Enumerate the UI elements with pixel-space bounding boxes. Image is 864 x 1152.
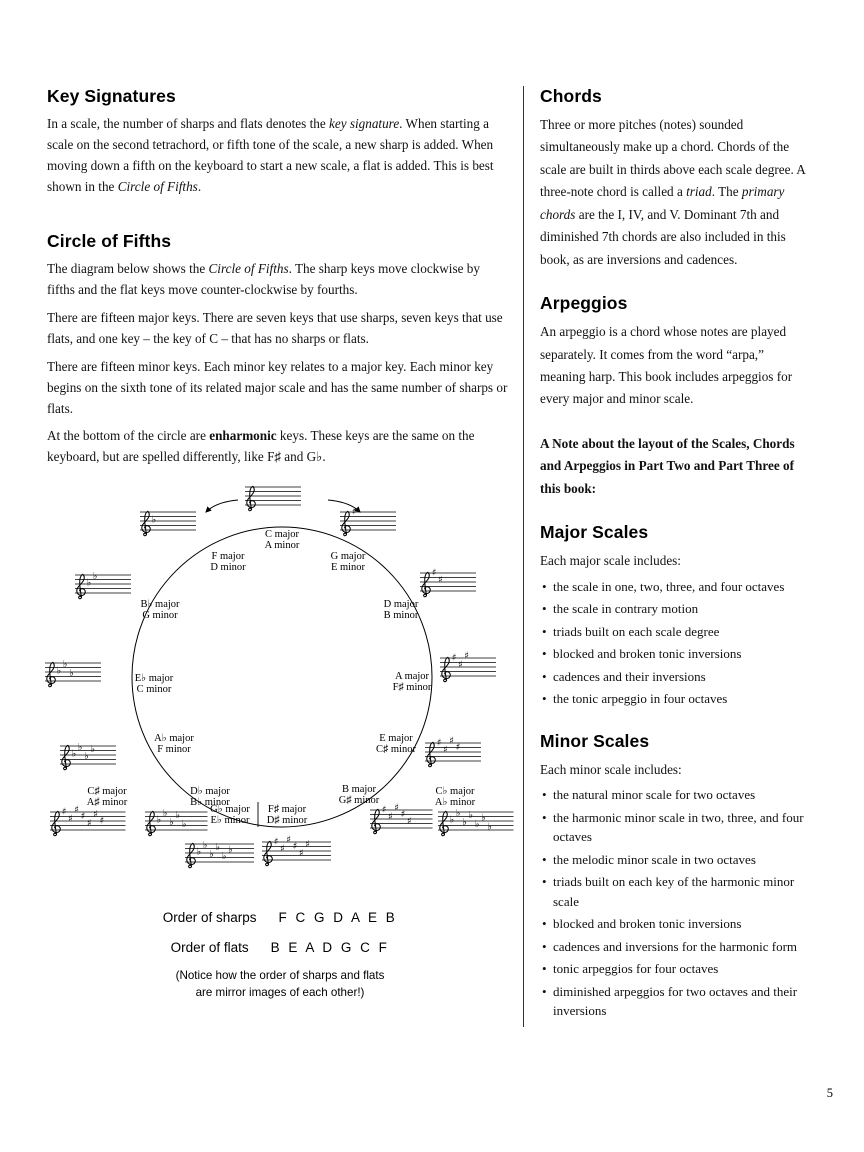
key-label-major: E♭ major (134, 673, 174, 685)
mirror-note-line1: (Notice how the order of sharps and flats (175, 969, 385, 983)
key-label-minor: A minor (264, 540, 300, 552)
section-major-scales (540, 522, 811, 708)
bullet-item: • blocked and broken tonic inversions (540, 914, 811, 934)
circle-outline (132, 527, 432, 827)
key-label-minor: A♭ minor (434, 797, 476, 809)
sharp-icon: ♯ (67, 813, 73, 825)
sharp-icon: ♯ (394, 802, 399, 814)
layout-note: A Note about the layout of the Scales, Chords and Arpeggios in Part Two and Part Three of this book: (540, 435, 795, 496)
treble-clef-icon (62, 745, 71, 769)
key-node-4 (376, 733, 481, 767)
sharp-icon: ♯ (99, 815, 105, 827)
flat-icon: ♭ (93, 570, 98, 582)
key-label-minor: E minor (330, 562, 366, 574)
mirror-note-line2: are mirror images of each other!) (195, 985, 365, 999)
circle-of-fifths-diagram (40, 475, 520, 1002)
flat-icon: ♭ (90, 744, 96, 756)
key-node-0 (245, 486, 301, 551)
mirror-note (40, 968, 520, 1002)
major-scales-intro: Each major scale includes: (540, 553, 681, 569)
key-label-major: E major (379, 733, 413, 745)
sharp-icon: ♯ (351, 506, 357, 518)
bullet-item: • the natural minor scale for two octaves (540, 785, 811, 805)
key-label-minor: D♯ minor (266, 815, 308, 827)
sharp-icon: ♯ (400, 809, 406, 821)
flat-icon: ♭ (228, 844, 233, 856)
left-column (47, 86, 510, 1027)
key-label-major: G♭ major (210, 804, 250, 816)
sharp-icon: ♯ (455, 742, 461, 754)
flat-icon: ♭ (215, 842, 221, 854)
key-label-minor: D minor (210, 562, 246, 574)
key-node-6 (262, 804, 331, 866)
key-node-2 (384, 568, 476, 622)
flat-icon: ♭ (181, 819, 187, 831)
two-column-layout (47, 86, 820, 1027)
sharp-icon: ♯ (61, 806, 67, 818)
sharp-icon: ♯ (381, 804, 387, 816)
flat-icon: ♭ (151, 514, 157, 526)
key-node-9 (75, 571, 180, 621)
bullet-item: • cadences and inversions for the harmonic form (540, 937, 811, 957)
bullet-item: • triads built on each key of the harmonic minor scale (540, 872, 811, 911)
treble-clef-icon (147, 811, 156, 835)
chords-title: Chords (540, 86, 602, 106)
key-label-major: A♭ major (154, 733, 194, 745)
treble-clef-icon (264, 841, 273, 865)
key-label-major: B♭ major (140, 599, 180, 611)
key-node-1 (331, 507, 396, 574)
order-of-sharps-row (40, 910, 520, 925)
order-of-flats-row (40, 940, 520, 955)
treble-clef-icon (142, 511, 151, 535)
key-node-7 (50, 786, 128, 836)
paragraph: There are fifteen major keys. There are seven keys that use sharps, seven keys that use flats, and one key – the key of C – that has no sharps or flats. (47, 310, 503, 347)
treble-clef-icon (427, 742, 436, 766)
flat-icon: ♭ (449, 814, 455, 826)
minor-scales-title: Minor Scales (540, 730, 650, 751)
treble-clef-icon (442, 657, 451, 681)
arrow-counterclockwise-icon (206, 500, 238, 512)
sharp-icon: ♯ (80, 811, 86, 823)
bullet-item: • diminished arpeggios for two octaves and their inversions (540, 982, 811, 1021)
bullet-item: • the scale in one, two, three, and four octaves (540, 577, 811, 597)
flat-icon: ♭ (169, 816, 174, 828)
bullet-item: • the melodic minor scale in two octaves (540, 850, 811, 870)
key-label-major: C♭ major (435, 786, 475, 798)
sharp-icon: ♯ (74, 804, 79, 816)
order-of-sharps-letters: F C G D A E B (278, 910, 398, 926)
key-label-minor: F minor (157, 744, 191, 756)
key-label-major: A major (394, 671, 430, 683)
key-label-minor: C♯ minor (376, 744, 416, 756)
flat-icon: ♭ (221, 851, 227, 863)
treble-clef-icon (77, 574, 86, 598)
sharp-icon: ♯ (273, 836, 279, 848)
sharp-icon: ♯ (406, 815, 412, 827)
flat-icon: ♭ (175, 810, 181, 822)
key-label-minor: G♯ minor (338, 795, 380, 807)
sharp-icon: ♯ (305, 838, 310, 850)
key-node-11 (60, 732, 194, 770)
key-label-major: D♭ major (190, 786, 230, 798)
sharp-icon: ♯ (436, 737, 442, 749)
bullet-item: • cadences and their inversions (540, 667, 811, 687)
key-node-3 (393, 650, 496, 693)
sharp-icon: ♯ (292, 841, 298, 853)
flat-icon: ♭ (156, 814, 162, 826)
bullet-item: • triads built on each scale degree (540, 622, 811, 642)
keys-layer (45, 486, 514, 867)
sharp-icon: ♯ (93, 808, 98, 820)
bullet-item: • the harmonic minor scale in two, three, and four octaves (540, 808, 811, 847)
sharp-icon: ♯ (464, 650, 469, 662)
sharp-icon: ♯ (451, 652, 457, 664)
key-label-major: F major (211, 551, 245, 563)
flat-icon: ♭ (196, 846, 202, 858)
key-node-14 (435, 785, 514, 836)
circle-of-fifths-svg (40, 475, 520, 895)
sharp-icon: ♯ (298, 847, 304, 859)
flat-icon: ♭ (468, 810, 474, 822)
bullet-item: • tonic arpeggios for four octaves (540, 959, 811, 979)
section-arpeggios (540, 293, 811, 411)
flat-icon: ♭ (456, 807, 461, 819)
sharp-icon: ♯ (86, 817, 92, 829)
flat-icon: ♭ (462, 816, 467, 828)
treble-clef-icon (422, 572, 431, 596)
flat-icon: ♭ (84, 750, 89, 762)
paragraph: At the bottom of the circle are enharmonic keys. These keys are the same on the keyboard, but are spelled differently, like F♯ and G♭. (47, 428, 475, 465)
treble-clef-icon (372, 809, 381, 833)
order-of-flats-label: Order of flats (170, 940, 249, 956)
sharp-icon: ♯ (279, 843, 285, 855)
paragraph: The diagram below shows the Circle of Fifths. The sharp keys move clockwise by fifths and the flat keys move counter-clockwise by fourths. (47, 261, 480, 298)
paragraph: There are fifteen minor keys. Each minor key relates to a major key. Each minor key begins on the sixth tone of its related major scale and has the same number of sharps or flats. (47, 358, 508, 416)
key-label-minor: E♭ minor (210, 815, 250, 827)
bullet-item: • the scale in contrary motion (540, 599, 811, 619)
treble-clef-icon (440, 811, 449, 835)
sharp-icon: ♯ (437, 574, 443, 586)
flat-icon: ♭ (86, 577, 92, 589)
key-label-major: C♯ major (87, 786, 127, 798)
treble-clef-icon (52, 811, 61, 835)
flat-icon: ♭ (474, 819, 480, 831)
minor-scales-list (540, 785, 811, 1021)
sharp-icon: ♯ (449, 735, 454, 747)
section-key-signatures (47, 86, 510, 197)
sharp-icon: ♯ (387, 811, 393, 823)
key-label-minor: C minor (136, 684, 172, 696)
paragraph: In a scale, the number of sharps and flats denotes the key signature. When starting a scale on the second tetrachord, or fifth tone of the scale, a new sharp is added. When moving down a fifth on the keyboard to start a new scale, a flat is added. This is best shown in the Circle of Fifths. (47, 116, 494, 194)
flat-icon: ♭ (63, 658, 68, 670)
key-label-minor: F♯ minor (392, 682, 432, 694)
treble-clef-icon (247, 486, 256, 510)
key-label-minor: A♯ minor (86, 797, 128, 809)
sharp-icon: ♯ (442, 744, 448, 756)
circle-of-fifths-title: Circle of Fifths (47, 231, 172, 252)
key-label-major: F♯ major (267, 804, 307, 816)
key-node-10 (45, 659, 174, 695)
right-column (524, 86, 811, 1027)
section-circle-of-fifths (47, 231, 510, 468)
flat-icon: ♭ (56, 665, 62, 677)
page-number: 5 (826, 1086, 833, 1100)
key-label-minor: B minor (383, 610, 419, 622)
key-label-major: C major (264, 529, 300, 541)
section-chords (540, 86, 811, 271)
key-label-major: B major (341, 784, 377, 796)
flat-icon: ♭ (487, 821, 493, 833)
flat-icon: ♭ (71, 748, 77, 760)
key-node-13 (185, 803, 254, 868)
order-block (40, 910, 520, 1002)
bullet-item: • blocked and broken tonic inversions (540, 644, 811, 664)
key-label-minor: B♭ minor (190, 797, 230, 809)
section-minor-scales (540, 731, 811, 1021)
minor-scales-intro: Each minor scale includes: (540, 761, 682, 777)
treble-clef-icon (47, 662, 56, 686)
paragraph: An arpeggio is a chord whose notes are played separately. It comes from the word “arpa,” meaning harp. This book includes arpeggios for every major and minor scale. (540, 324, 793, 407)
flat-icon: ♭ (481, 812, 486, 824)
flat-icon: ♭ (163, 807, 168, 819)
flat-icon: ♭ (203, 839, 208, 851)
major-scales-title: Major Scales (540, 522, 649, 543)
order-of-sharps-label: Order of sharps (162, 910, 257, 926)
flat-icon: ♭ (69, 667, 74, 679)
key-label-major: D major (383, 599, 419, 611)
sharp-icon: ♯ (457, 659, 463, 671)
order-of-flats-letters: B E A D G C F (270, 940, 390, 956)
sharp-icon: ♯ (286, 834, 291, 846)
paragraph: Three or more pitches (notes) sounded simultaneously make up a chord. Chords of the scale are built in thirds above each scale degree. A three-note chord is called a triad. The primary chords are the I, IV, and V. Dominant 7th and diminished 7th chords are also included in this book, as are inversions and cadences. (540, 117, 806, 267)
flat-icon: ♭ (209, 848, 214, 860)
key-label-minor: G minor (142, 610, 178, 622)
flat-icon: ♭ (78, 741, 83, 753)
treble-clef-icon (342, 511, 351, 535)
key-signatures-title: Key Signatures (47, 86, 176, 106)
sharp-icon: ♯ (431, 567, 437, 579)
arpeggios-title: Arpeggios (540, 293, 628, 314)
treble-clef-icon (187, 843, 196, 867)
bullet-item: • the tonic arpeggio in four octaves (540, 689, 811, 709)
major-scales-list (540, 577, 811, 709)
key-node-8 (140, 511, 246, 573)
key-label-major: G major (330, 551, 366, 563)
